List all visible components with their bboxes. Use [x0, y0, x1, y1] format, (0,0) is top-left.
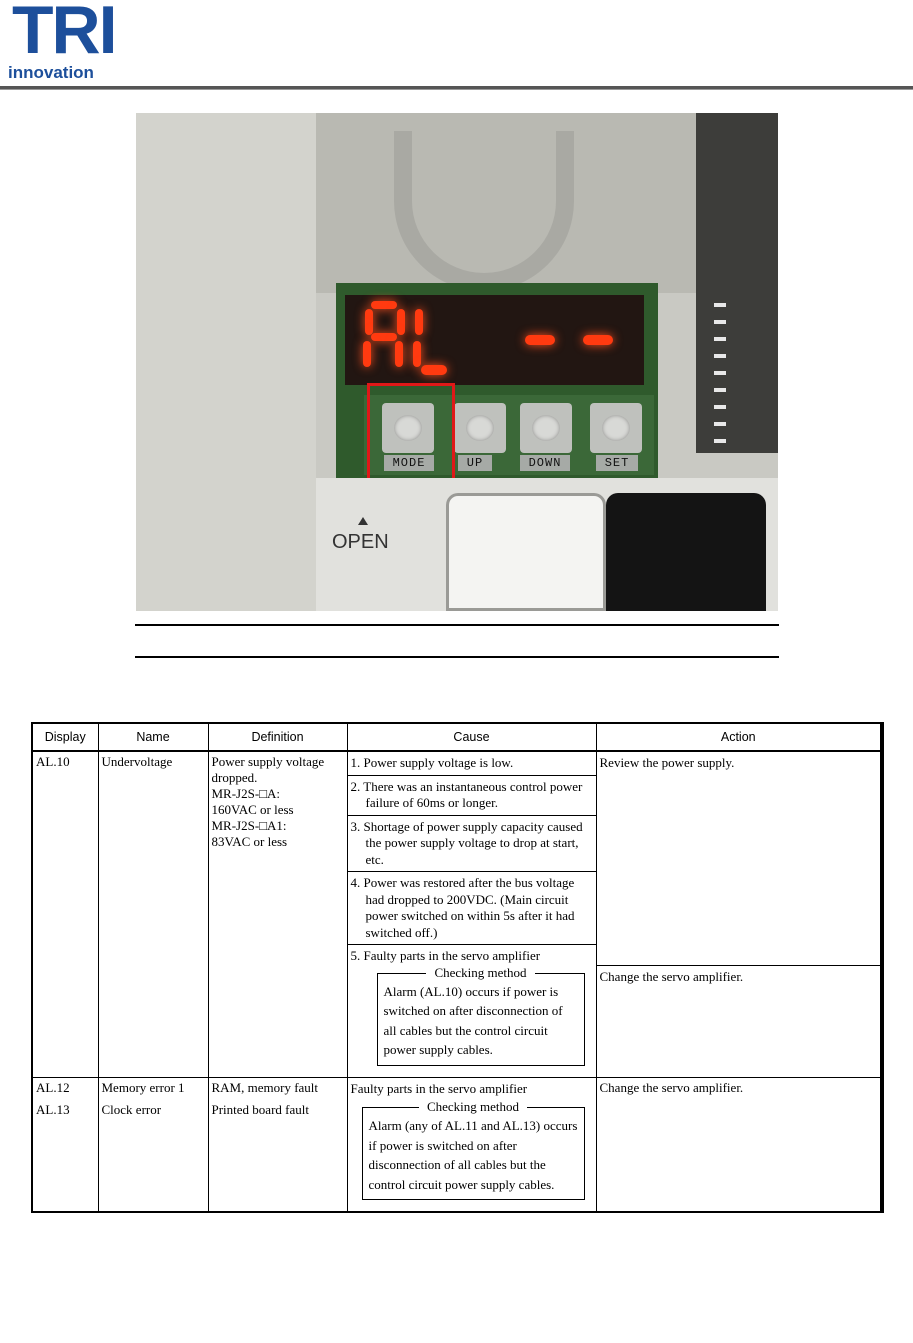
table-row [32, 1077, 882, 1212]
header-action: Action [596, 723, 882, 751]
segment [413, 341, 421, 367]
display-value: AL.12 [36, 1079, 70, 1095]
mode-button-highlight [367, 383, 455, 485]
definition-cell [208, 751, 347, 1077]
set-button-label: SET [596, 455, 638, 471]
caption-rule-bottom [135, 656, 779, 658]
header-divider [0, 86, 913, 90]
segment [371, 333, 397, 341]
photo-housing-left [136, 113, 316, 611]
definition-value: Printed board fault [211, 1101, 309, 1117]
segment [397, 309, 405, 335]
checking-method-body: Alarm (AL.10) occurs if power is switched on after disconnection of all cables but the control circuit power supply cables. [383, 983, 563, 1057]
up-button-label: UP [458, 455, 492, 471]
table-header-row [32, 723, 882, 751]
header-display: Display [32, 723, 98, 751]
cause-item: 2. There was an instantaneous control power failure of 60ms or longer. [348, 776, 596, 816]
down-button[interactable] [520, 403, 572, 453]
name-cell [98, 1077, 208, 1212]
cause-item-with-check [348, 1078, 596, 1212]
set-button[interactable] [590, 403, 642, 453]
definition-line: MR-J2S-□A: [211, 786, 281, 801]
alarm-table-container [31, 722, 881, 1213]
cause-item: Faulty parts in the servo amplifier [350, 1080, 528, 1096]
definition-line: Power supply voltage dropped. [211, 754, 325, 785]
segment [363, 341, 371, 367]
display-value: AL.13 [36, 1101, 70, 1117]
photo-connector-white [446, 493, 606, 611]
display-cell [32, 1077, 98, 1212]
logo-main-text: TRI [12, 0, 116, 68]
photo-pin-header [714, 303, 726, 453]
header-definition: Definition [208, 723, 347, 751]
checking-method-box [377, 964, 585, 1066]
photo-connector-black [606, 493, 766, 611]
cause-cell [347, 751, 596, 1077]
action-item: Review the power supply. [597, 752, 881, 966]
action-cell [596, 751, 882, 1077]
mode-button-label: MODE [384, 455, 434, 471]
action-item: Change the servo amplifier. [599, 969, 744, 984]
photo-side-board [696, 113, 778, 453]
alarm-table [31, 722, 884, 1213]
name-value: Clock error [101, 1101, 162, 1117]
up-button[interactable] [454, 403, 506, 453]
segment [525, 335, 555, 345]
caption-rule-top [135, 624, 779, 626]
cause-cell [347, 1077, 596, 1212]
header-name: Name [98, 723, 208, 751]
checking-method-title: Checking method [419, 1099, 527, 1114]
checking-method-body: Alarm (any of AL.11 and AL.13) occurs if power is switched on after disconnection of all cables but the control circuit power supply cables. [368, 1118, 578, 1192]
definition-line: MR-J2S-□A1: [211, 818, 287, 833]
segment [583, 335, 613, 345]
logo-sub-text: innovation [8, 63, 94, 82]
action-cell: Change the servo amplifier. [596, 1077, 882, 1212]
definition-line: 160VAC or less [211, 802, 294, 817]
cause-item: 4. Power was restored after the bus voltage had dropped to 200VDC. (Main circuit power switched on within 5s after it had switched off.) [348, 872, 596, 945]
company-logo [4, 2, 116, 82]
definition-value: RAM, memory fault [211, 1079, 319, 1095]
header-cause: Cause [347, 723, 596, 751]
definition-line: 83VAC or less [211, 834, 288, 849]
name-cell: Undervoltage [98, 751, 208, 1077]
segment [395, 341, 403, 367]
name-value: Memory error 1 [101, 1079, 185, 1095]
open-arrow-icon [358, 517, 368, 525]
segment [365, 309, 373, 335]
cause-item-with-check [348, 945, 596, 1077]
cause-item: 3. Shortage of power supply capacity caused the power supply voltage to drop at start, etc. [348, 816, 596, 873]
segment [371, 301, 397, 309]
definition-cell [208, 1077, 347, 1212]
table-row [32, 751, 882, 1077]
segment [421, 365, 447, 375]
down-button-label: DOWN [520, 455, 570, 471]
segment [415, 309, 423, 335]
servo-amplifier-photo [136, 113, 778, 611]
checking-method-title: Checking method [426, 965, 534, 980]
seven-segment-display [345, 295, 644, 385]
display-cell: AL.10 [32, 751, 98, 1077]
open-label: OPEN [332, 531, 389, 553]
cause-item: 1. Power supply voltage is low. [348, 752, 596, 776]
cause-item: 5. Faulty parts in the servo amplifier [350, 948, 541, 963]
checking-method-box [362, 1099, 585, 1200]
